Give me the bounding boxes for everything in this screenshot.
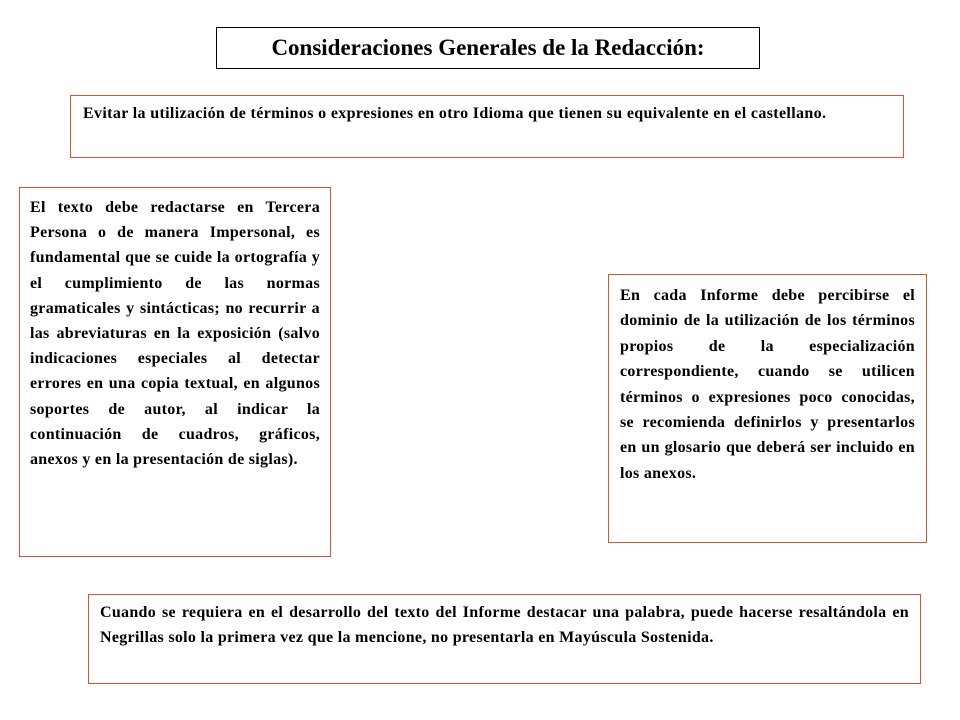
note-foreign-terms — [70, 95, 904, 158]
note-specialized-terms-text: En cada Informe debe percibirse el dominio de la utilización de los términos propios de la especialización correspondiente, cuando se utilicen términos o expresiones poco conocidas, se recomienda definirlos y presentarlos en un glosario que deberá ser incluido en los anexos. — [620, 287, 915, 482]
note-emphasis-text: Cuando se requiera en el desarrollo del texto del Informe destacar una palabra, puede hacerse resaltándola en Negrillas solo la primera vez que la mencione, no presentarla en Mayúscula Sostenida. — [100, 604, 909, 646]
page-title — [216, 27, 760, 69]
note-specialized-terms — [608, 274, 927, 543]
page-title-text: Consideraciones Generales de la Redacción: — [271, 35, 705, 60]
note-emphasis — [88, 594, 921, 684]
note-writing-style-text: El texto debe redactarse en Tercera Persona o de manera Impersonal, es fundamental que se cuide la ortografía y el cumplimiento de las normas gramaticales y sintácticas; no recurrir a las abreviaturas en la exposición (salvo indicaciones especiales al detectar errores en una copia textual, en algunos soportes de autor, al indicar la continuación de cuadros, gráficos, anexos y en la presentación de siglas). — [30, 199, 320, 469]
note-foreign-terms-text: Evitar la utilización de términos o expresiones en otro Idioma que tienen su equivalente en el castellano. — [83, 105, 827, 122]
note-writing-style — [19, 187, 331, 557]
